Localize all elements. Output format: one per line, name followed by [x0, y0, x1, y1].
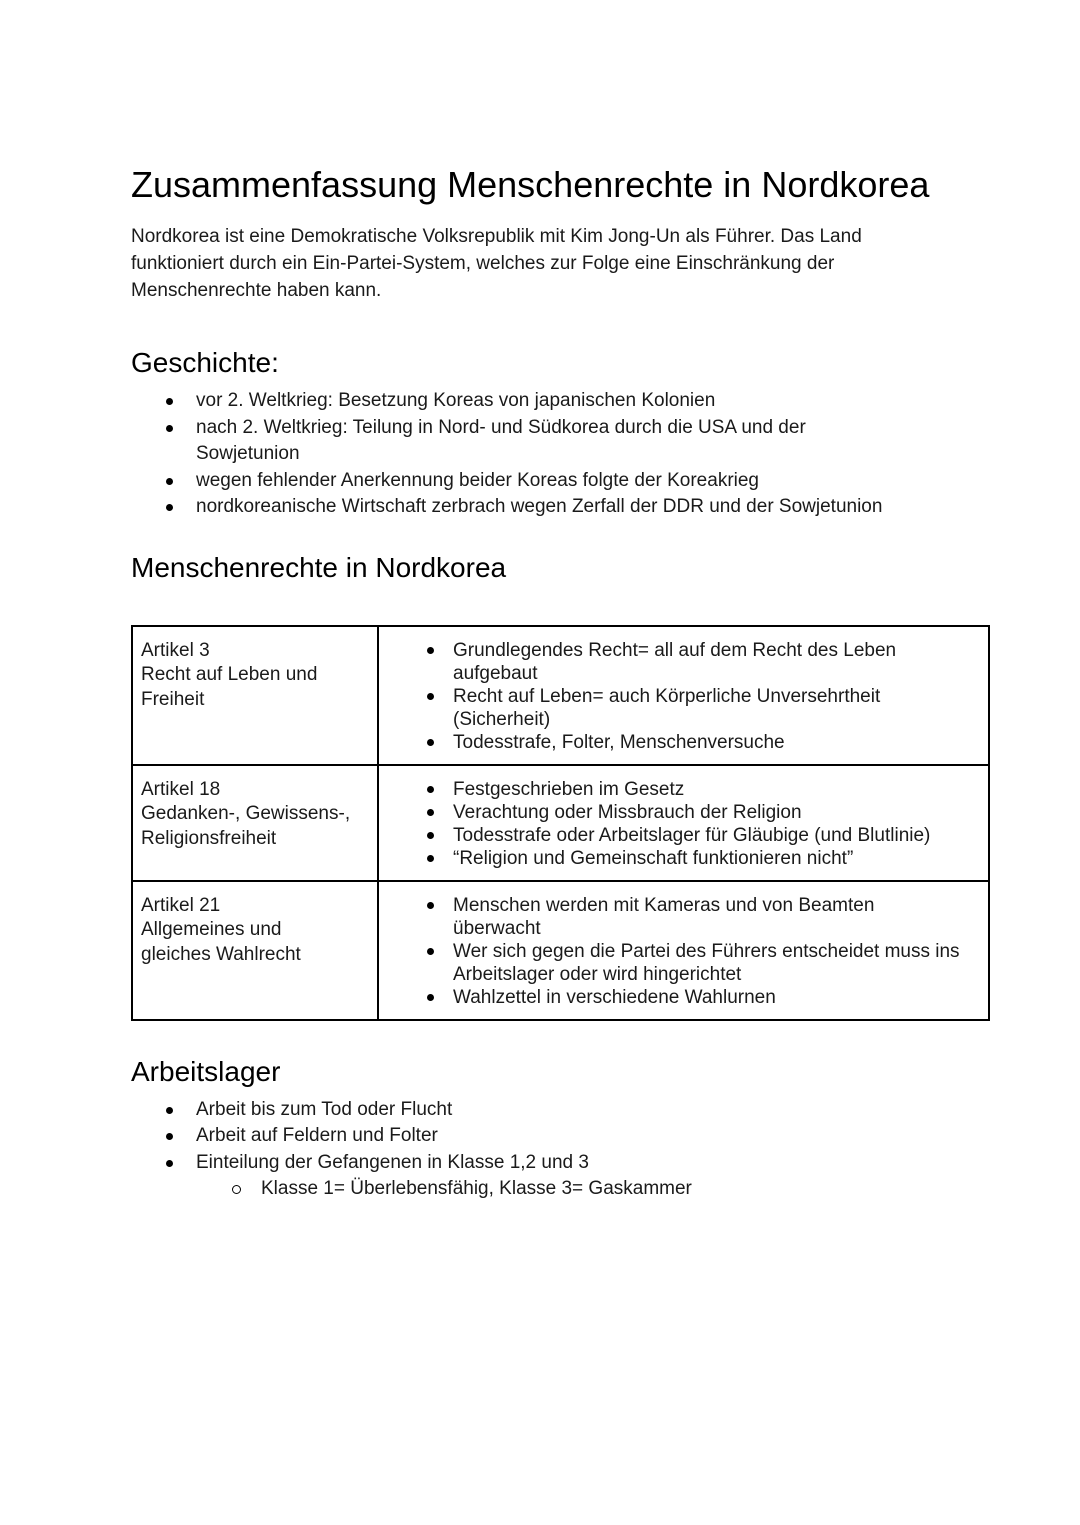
list-item: Wer sich gegen die Partei des Führers entscheidet muss ins Arbeitslager oder wird hingerichtet: [387, 940, 980, 986]
list-item: Todesstrafe, Folter, Menschenversuche: [387, 731, 980, 754]
section-heading-geschichte: Geschichte:: [131, 347, 279, 378]
document-page: [131, 163, 991, 1203]
points-list: [387, 778, 980, 870]
arbeitslager-sublist: [196, 1176, 991, 1203]
list-item-text: Einteilung der Gefangenen in Klasse 1,2 und 3: [196, 1151, 589, 1173]
list-item: wegen fehlender Anerkennung beider Koreas folgte der Koreakrieg: [131, 468, 991, 495]
points-list: [387, 894, 980, 1009]
article-number: Artikel 18: [141, 778, 221, 800]
article-number: Artikel 3: [141, 639, 210, 661]
list-item: Recht auf Leben= auch Körperliche Unversehrtheit (Sicherheit): [387, 685, 980, 731]
document-title: Zusammenfassung Menschenrechte in Nordkorea: [131, 164, 930, 205]
section-heading-menschenrechte: Menschenrechte in Nordkorea: [131, 551, 507, 583]
article-name: Gedanken-, Gewissens-, Religionsfreiheit: [141, 802, 351, 849]
list-item: Arbeit auf Feldern und Folter: [131, 1123, 991, 1150]
table-row: [132, 626, 989, 765]
rights-table: [131, 625, 990, 1021]
article-number: Artikel 21: [141, 894, 221, 916]
list-item: “Religion und Gemeinschaft funktionieren nicht”: [387, 847, 980, 870]
list-item: vor 2. Weltkrieg: Besetzung Koreas von japanischen Kolonien: [131, 388, 991, 415]
list-item: [131, 1150, 991, 1203]
list-item: Wahlzettel in verschiedene Wahlurnen: [387, 986, 980, 1009]
points-cell: [378, 765, 989, 881]
list-item: Festgeschrieben im Gesetz: [387, 778, 980, 801]
article-name: Recht auf Leben und Freiheit: [141, 663, 318, 710]
points-cell: [378, 626, 989, 765]
article-cell: [132, 881, 378, 1020]
geschichte-list: [131, 388, 991, 521]
list-item: Verachtung oder Missbrauch der Religion: [387, 801, 980, 824]
list-item: Todesstrafe oder Arbeitslager für Gläubige (und Blutlinie): [387, 824, 980, 847]
table-row: [132, 765, 989, 881]
list-item: nordkoreanische Wirtschaft zerbrach wegen Zerfall der DDR und der Sowjetunion: [131, 494, 991, 521]
article-name: Allgemeines und gleiches Wahlrecht: [141, 918, 301, 965]
article-cell: [132, 765, 378, 881]
points-list: [387, 639, 980, 754]
list-item: Menschen werden mit Kameras und von Beamten überwacht: [387, 894, 980, 940]
list-item: Arbeit bis zum Tod oder Flucht: [131, 1097, 991, 1124]
sub-list-item: Klasse 1= Überlebensfähig, Klasse 3= Gaskammer: [196, 1176, 991, 1203]
arbeitslager-list: [131, 1097, 991, 1203]
table-row: [132, 881, 989, 1020]
list-item: nach 2. Weltkrieg: Teilung in Nord- und Südkorea durch die USA und der Sowjetunion: [131, 415, 991, 468]
article-cell: [132, 626, 378, 765]
points-cell: [378, 881, 989, 1020]
intro-paragraph: Nordkorea ist eine Demokratische Volksrepublik mit Kim Jong-Un als Führer. Das Land funktioniert durch ein Ein-Partei-System, welches zur Folge eine Einschränkung der Menschenrechte haben kann.: [131, 226, 862, 301]
list-item: Grundlegendes Recht= all auf dem Recht des Leben aufgebaut: [387, 639, 980, 685]
section-heading-arbeitslager: Arbeitslager: [131, 1055, 281, 1087]
